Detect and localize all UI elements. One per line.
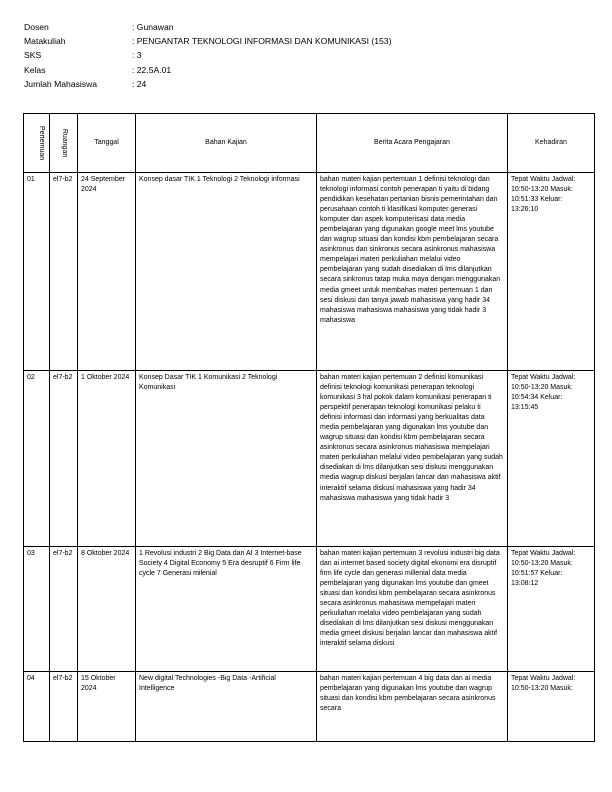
cell-berita-acara: bahan materi kajian pertemuan 1 definisi teknologi dan teknologi informasi contoh penerapan ti yaitu di bidang pendidikan kesehatan pertanian bisnis pemerintahan dan perusahaan contoh ti klasifikasi komputer generasi komputer dan aspek komputerisasi data media pembelajaran yang digunakan google meet lms youtube dan wagrup situasi dan kondisi kbm pembelajaran secara asinkronus dan sinkronus secara asinkronus mahasiswa mempelajari materi perkuliahan melalui video pembelajaran yang sudah disediakan di lms dilanjutkan secara sinkronus tatap muka maya dengan menggunakan media gmeet untuk membahas materi pertemuan 1 dan sesi diskusi dan tanya jawab mahasiswa yang hadir 34 mahasiswa mahasiswa mahasiswa yang tidak hadir 3 mahasiswa [317,173,508,371]
cell-ruangan: el7-b2 [50,672,78,742]
col-header-tanggal: Tanggal [78,114,136,173]
jumlah-mahasiswa-row [24,77,391,91]
matakuliah-value: : PENGANTAR TEKNOLOGI INFORMASI DAN KOMUNIKASI (153) [132,36,392,47]
jumlah-mahasiswa-value: : 24 [132,78,147,89]
attendance-table [23,113,595,742]
col-header-pertemuan: Pertemuan [24,114,50,173]
cell-bahan-kajian: New digital Technologies -Big Data -Artificial Intelligence [136,672,317,742]
cell-kehadiran: Tepat Waktu Jadwal: 10:50-13:20 Masuk: 10:51:57 Keluar: 13:08:12 [508,547,595,672]
sks-value: : 3 [132,50,142,61]
cell-tanggal: 8 Oktober 2024 [78,547,136,672]
kelas-value: : 22.5A.01 [132,64,172,75]
cell-bahan-kajian: Konsep dasar TIK 1 Teknologi 2 Teknologi informasi [136,173,317,371]
dosen-value: : Gunawan [132,22,174,32]
table-row [24,672,595,742]
cell-pertemuan: 03 [24,547,50,672]
sks-row [24,48,391,62]
kelas-row [24,63,391,77]
matakuliah-label: Matakuliah [24,36,66,47]
cell-tanggal: 24 September 2024 [78,173,136,371]
cell-ruangan: el7-b2 [50,547,78,672]
cell-tanggal: 15 Oktober 2024 [78,672,136,742]
course-header [24,20,391,91]
cell-pertemuan: 02 [24,371,50,547]
matakuliah-row [24,34,391,48]
cell-pertemuan: 01 [24,173,50,371]
cell-ruangan: el7-b2 [50,173,78,371]
cell-kehadiran: Tepat Waktu Jadwal: 10:50-13:20 Masuk: 10:51:33 Keluar: 13:26:10 [508,173,595,371]
cell-pertemuan: 04 [24,672,50,742]
dosen-label: Dosen [24,22,49,32]
cell-kehadiran: Tepat Waktu Jadwal: 10:50-13:20 Masuk: 10:54:34 Keluar: 13:15:45 [508,371,595,547]
cell-bahan-kajian: 1 Revolusi industri 2 Big Data dan AI 3 Internet-base Society 4 Digital Economy 5 Era desruptif 6 Firm life cycle 7 Generasi milenial [136,547,317,672]
col-header-bahan-kajian: Bahan Kajian [136,114,317,173]
cell-tanggal: 1 Oktober 2024 [78,371,136,547]
table-row [24,173,595,371]
col-header-kehadiran: Kehadiran [508,114,595,173]
sks-label: SKS [24,50,42,61]
cell-berita-acara: bahan materi kajian pertemuan 4 big data dan ai media pembelajaran yang digunakan lms youtube dan wagrup situasi dan kondisi kbm pembelajaran secara asinkronus secara [317,672,508,742]
col-header-berita-acara: Berita Acara Pengajaran [317,114,508,173]
cell-ruangan: el7-b2 [50,371,78,547]
cell-kehadiran: Tepat Waktu Jadwal: 10:50-13:20 Masuk: [508,672,595,742]
cell-berita-acara: bahan materi kajian pertemuan 3 revolusi industri big data dan ai internet based society digital ekonomi era disruptif firm life cycle dan generasi millenial data media pembelajaran yang digunakan lms youtube dan gmeet situasi dan kondisi kbm pembelajaran secara asinkronus secara asinkronus mahasiswa mempelajari materi perkuliahan melalui video pembelajaran yang sudah disediakan di lms dilanjutkan sesi diskusi menggunakan media gmeet diskusi berjalan lancar dan mahasiswa aktif interaktif selama diskusi [317,547,508,672]
cell-bahan-kajian: Konsep Dasar TIK 1 Komunikasi 2 Teknologi Komunikasi [136,371,317,547]
table-header-row [24,114,595,173]
jumlah-mahasiswa-label: Jumlah Mahasiswa [24,78,98,89]
col-header-ruangan: Ruangan [50,114,78,173]
dosen-row [24,20,391,34]
table-row [24,371,595,547]
cell-berita-acara: bahan materi kajian pertemuan 2 definisi komunikasi definisi teknologi komunikasi penerapan teknologi komunikasi 3 hal pokok dalam komunikasi penerapan ti perspektif penerapan teknologi komunikasi pelaku ti definisi informasi dan informasi yang berkualitas data media pembelajaran yang digunakan lms youtube dan wagrup situasi dan kondisi kbm pembelajaran secara asinkronus secara asinkronus mahasiswa mempelajari materi perkuliahan melalui video pembelajaran yang sudah disediakan di lms dilanjutkan sesi diskusi menggunakan media wagrup diskusi berjalan lancar dan mahasiswa aktif interaktif selama diskusi mahasiswa yang hadir 34 mahasiswa mahasiswa yang tidak hadir 3 [317,371,508,547]
kelas-label: Kelas [24,64,46,75]
table-row [24,547,595,672]
